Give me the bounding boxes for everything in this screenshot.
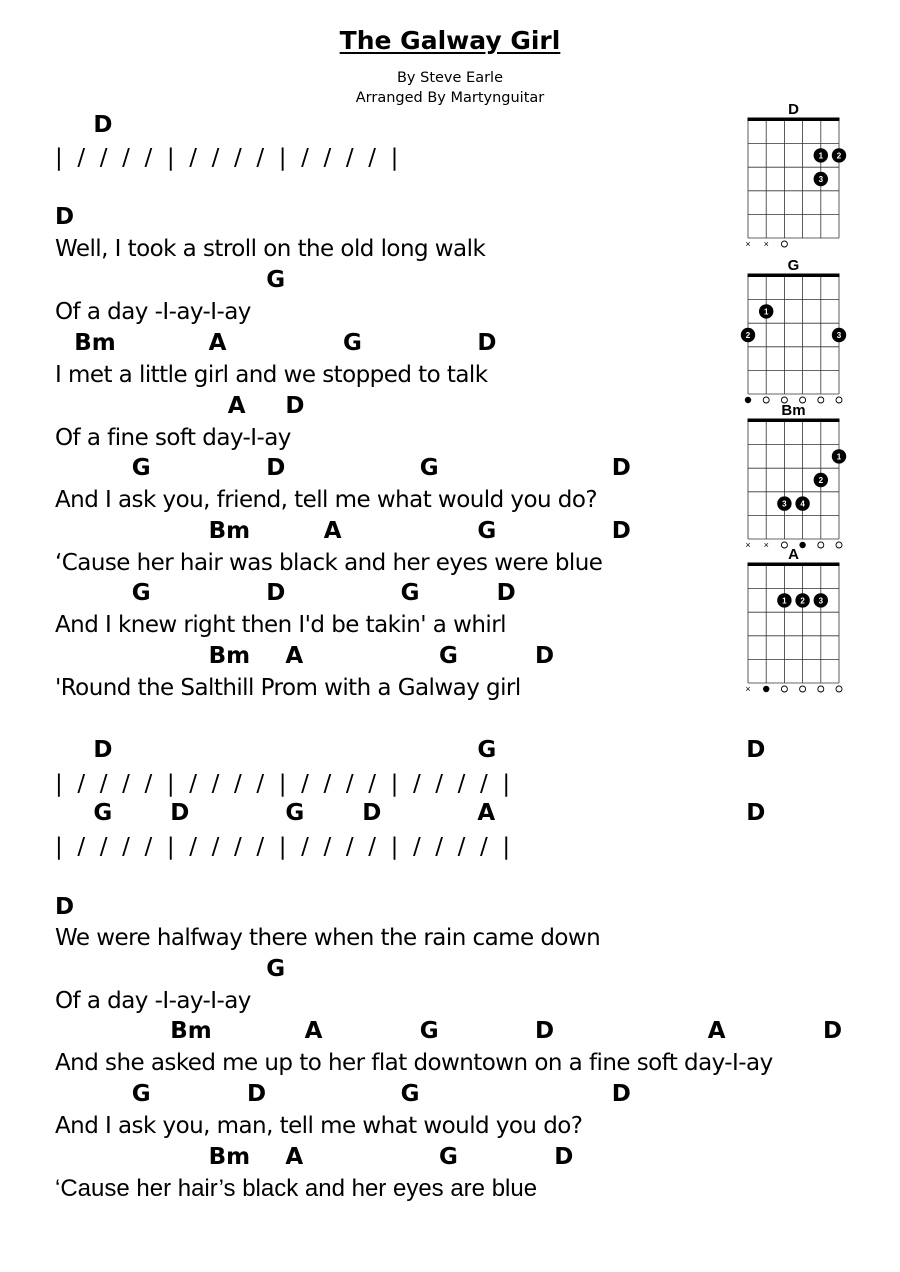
finger-dot bbox=[777, 496, 791, 510]
chord-name: G bbox=[477, 518, 497, 544]
finger-number: 3 bbox=[782, 499, 787, 509]
chord-row bbox=[0, 800, 900, 826]
chord-name: D bbox=[535, 1018, 555, 1044]
chord-name: D bbox=[611, 1081, 631, 1107]
chord-name: G bbox=[285, 800, 305, 826]
song-title: The Galway Girl bbox=[339, 26, 561, 55]
open-string-icon bbox=[781, 241, 787, 247]
open-string-icon bbox=[781, 686, 787, 692]
chord-name: D bbox=[55, 204, 75, 230]
finger-dot bbox=[795, 496, 809, 510]
chord-diagram-a bbox=[738, 545, 848, 695]
chord-diagram-bm bbox=[738, 401, 848, 551]
chord-row bbox=[0, 956, 900, 982]
lyric-line: And I ask you, man, tell me what would you do? bbox=[55, 1113, 583, 1139]
chord-diagram-svg bbox=[738, 401, 848, 551]
open-string-icon bbox=[836, 686, 842, 692]
chord-diagram-svg bbox=[738, 100, 848, 250]
chord-diagram-label: G bbox=[787, 257, 800, 274]
chord-row bbox=[0, 1144, 900, 1170]
finger-dot bbox=[814, 473, 828, 487]
chord-name: G bbox=[477, 737, 497, 763]
chord-name: A bbox=[227, 393, 246, 419]
finger-number: 1 bbox=[836, 452, 842, 462]
chord-name: Bm bbox=[208, 1144, 251, 1170]
chord-diagram-label: Bm bbox=[781, 402, 806, 419]
chord-name: G bbox=[343, 330, 362, 356]
chord-name: D bbox=[496, 580, 516, 606]
chord-name: D bbox=[362, 800, 382, 826]
chord-name: D bbox=[285, 393, 305, 419]
lyric-line: And she asked me up to her flat downtown on a fine soft day-I-ay bbox=[55, 1050, 773, 1076]
lyric-line: Well, I took a stroll on the old long walk bbox=[55, 236, 486, 262]
chord-name: G bbox=[131, 1081, 151, 1107]
finger-number: 2 bbox=[836, 151, 842, 161]
finger-dot bbox=[832, 449, 846, 463]
fretboard-grid bbox=[745, 274, 840, 395]
chord-name: G bbox=[131, 580, 151, 606]
finger-number: 3 bbox=[836, 331, 842, 340]
muted-string-icon: × bbox=[745, 239, 751, 249]
chord-name: D bbox=[266, 580, 286, 606]
chord-name: D bbox=[746, 737, 766, 763]
chord-name: D bbox=[611, 455, 631, 481]
finger-dot bbox=[832, 148, 846, 162]
finger-dot bbox=[814, 148, 828, 162]
finger-number: 2 bbox=[800, 596, 805, 606]
strum-bars: | / / / / | / / / / | / / / / | bbox=[55, 145, 399, 171]
chord-name: A bbox=[304, 1018, 323, 1044]
chord-name: D bbox=[554, 1144, 574, 1170]
lyric-line: I met a little girl and we stopped to talk bbox=[55, 362, 488, 388]
lyric-line: And I ask you, friend, tell me what would you do? bbox=[55, 487, 597, 513]
chord-name: D bbox=[746, 800, 766, 826]
chord-name: A bbox=[707, 1018, 726, 1044]
chord-name: Bm bbox=[74, 330, 116, 356]
finger-number: 1 bbox=[782, 596, 787, 606]
chord-diagram-d bbox=[738, 100, 848, 250]
chord-name: D bbox=[170, 800, 190, 826]
lyric-line: Of a day -I-ay-I-ay bbox=[55, 988, 251, 1014]
lyric-line: Of a fine soft day-I-ay bbox=[55, 425, 291, 451]
muted-string-icon: × bbox=[745, 540, 751, 550]
finger-dot bbox=[814, 593, 828, 607]
chord-diagram-svg bbox=[738, 256, 848, 406]
chord-name: D bbox=[823, 1018, 843, 1044]
chord-name: D bbox=[266, 455, 286, 481]
chord-name: D bbox=[611, 518, 631, 544]
strum-bars: | / / / / | / / / / | / / / / | / / / / | bbox=[55, 834, 511, 860]
chord-name: Bm bbox=[170, 1018, 212, 1044]
chord-row bbox=[0, 1018, 900, 1044]
muted-string-icon: × bbox=[763, 239, 769, 249]
finger-dot bbox=[795, 593, 809, 607]
chord-name: Bm bbox=[208, 643, 251, 669]
finger-number: 3 bbox=[818, 175, 824, 184]
root-string-icon bbox=[763, 686, 769, 692]
lyric-line: We were halfway there when the rain came down bbox=[55, 925, 601, 951]
chord-name: G bbox=[266, 956, 286, 982]
muted-string-icon: × bbox=[763, 540, 769, 550]
lyric-line: And I knew right then I'd be takin' a whirl bbox=[55, 612, 506, 638]
chord-name: D bbox=[93, 737, 113, 763]
arranger-credit: Arranged By Martynguitar bbox=[355, 90, 545, 106]
chord-name: G bbox=[266, 267, 286, 293]
chord-name: G bbox=[400, 1081, 420, 1107]
chord-name: D bbox=[535, 643, 555, 669]
finger-dot bbox=[777, 593, 791, 607]
chord-name: Bm bbox=[208, 518, 251, 544]
chord-diagram-svg bbox=[738, 545, 848, 695]
chord-name: D bbox=[55, 894, 75, 920]
chord-name: A bbox=[208, 330, 227, 356]
chord-name: A bbox=[285, 643, 304, 669]
chord-name: G bbox=[439, 1144, 458, 1170]
finger-number: 2 bbox=[745, 331, 751, 340]
finger-number: 4 bbox=[800, 499, 805, 509]
finger-number: 1 bbox=[763, 307, 769, 317]
finger-number: 3 bbox=[818, 596, 824, 606]
finger-dot bbox=[832, 328, 846, 342]
chord-name: D bbox=[247, 1081, 267, 1107]
chord-name: G bbox=[400, 580, 420, 606]
chord-name: G bbox=[419, 455, 439, 481]
open-string-icon bbox=[800, 686, 806, 692]
chord-diagram-g bbox=[738, 256, 848, 406]
chord-name: G bbox=[439, 643, 458, 669]
finger-number: 1 bbox=[818, 151, 824, 161]
lyric-line: ‘Cause her hair’s black and her eyes are blue bbox=[55, 1175, 538, 1202]
open-string-icon bbox=[818, 686, 824, 692]
chord-name: A bbox=[285, 1144, 304, 1170]
fretboard-grid bbox=[748, 563, 840, 684]
chord-name: G bbox=[93, 800, 113, 826]
chord-name: A bbox=[477, 800, 496, 826]
artist-credit: By Steve Earle bbox=[396, 70, 504, 86]
chord-name: D bbox=[93, 112, 113, 138]
finger-dot bbox=[814, 172, 828, 186]
lyric-line: ‘Cause her hair was black and her eyes were blue bbox=[55, 550, 603, 576]
strum-bars: | / / / / | / / / / | / / / / | / / / / | bbox=[55, 771, 511, 797]
lyric-line: Of a day -I-ay-I-ay bbox=[55, 299, 251, 325]
chord-name: D bbox=[477, 330, 497, 356]
finger-dot bbox=[759, 304, 773, 318]
finger-dot bbox=[741, 328, 755, 342]
muted-string-icon: × bbox=[745, 684, 751, 694]
finger-number: 2 bbox=[818, 476, 824, 485]
chord-diagram-label: D bbox=[788, 101, 799, 118]
chord-name: G bbox=[419, 1018, 439, 1044]
lyric-line: 'Round the Salthill Prom with a Galway girl bbox=[55, 675, 521, 701]
chord-row bbox=[0, 1081, 900, 1107]
chord-name: G bbox=[131, 455, 151, 481]
chord-name: A bbox=[323, 518, 342, 544]
chord-row bbox=[0, 894, 900, 920]
chord-row bbox=[0, 737, 900, 763]
chord-diagram-label: A bbox=[788, 546, 799, 563]
